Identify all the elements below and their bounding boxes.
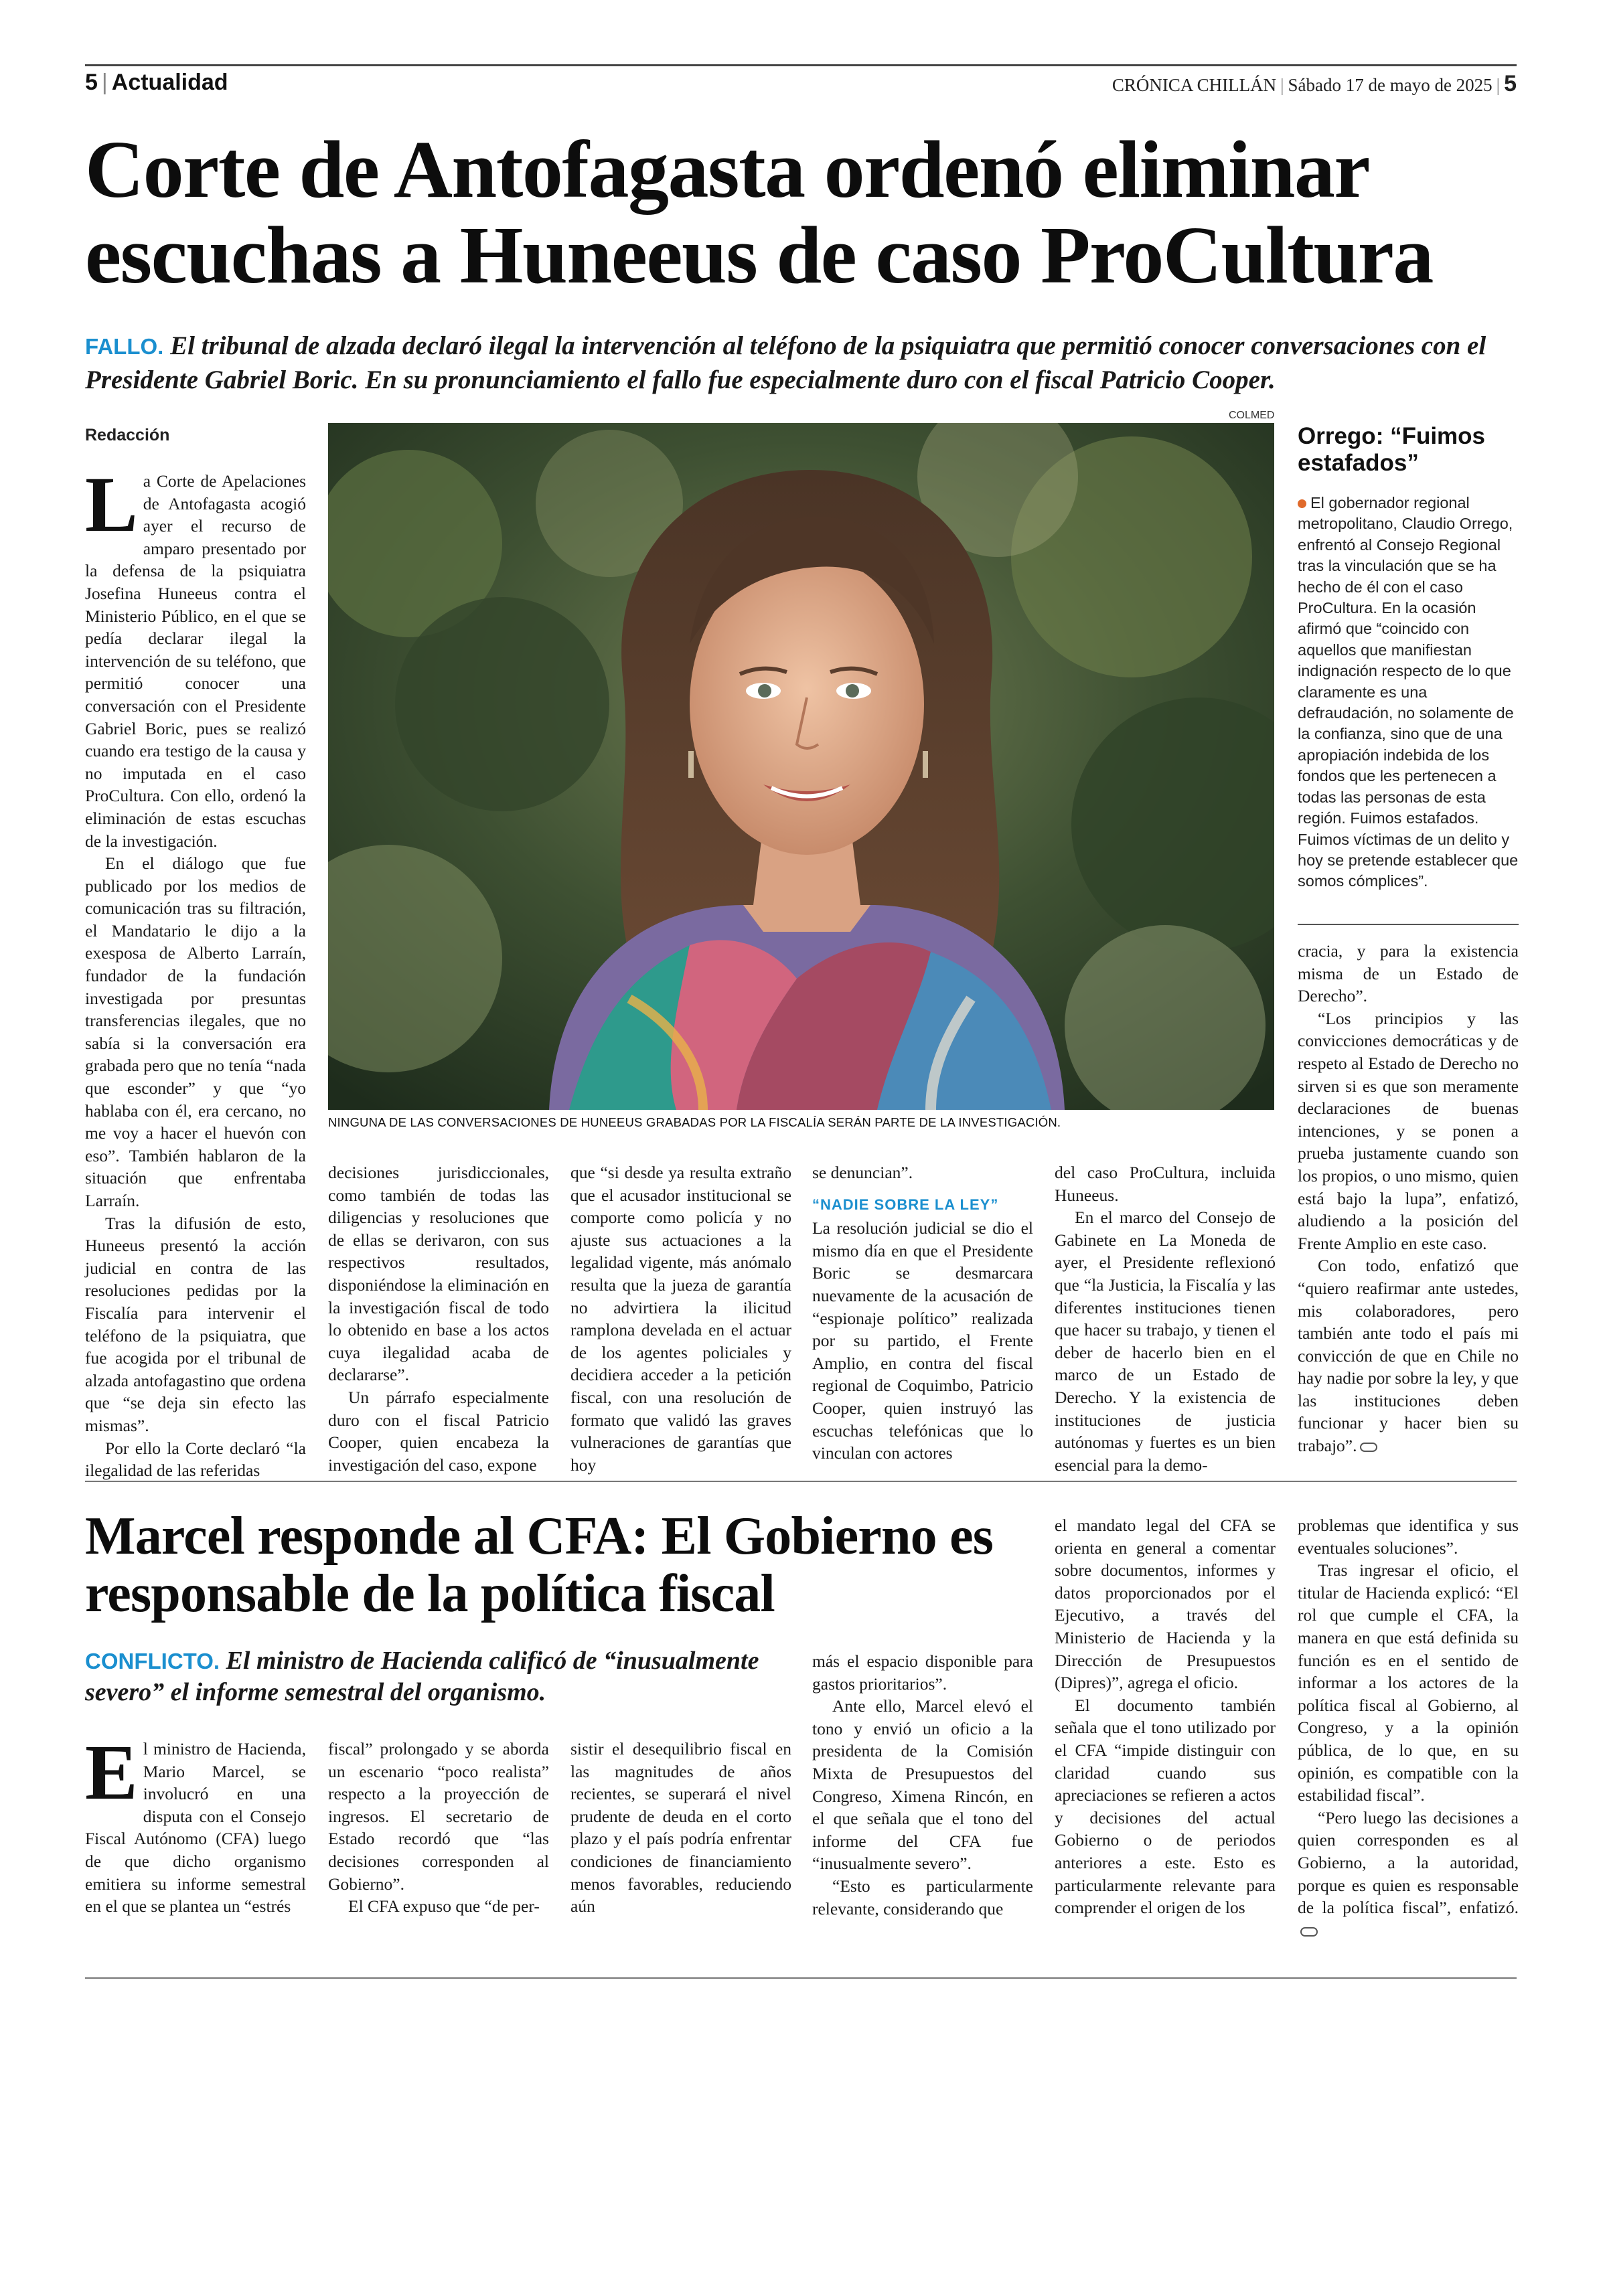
article2-lead-text: El ministro de Hacienda calificó de “inusualmente severo” el informe semestral del organismo. bbox=[85, 1647, 759, 1706]
article2-column-2 bbox=[328, 1738, 549, 1918]
article1-paragraph: “Los principios y las convicciones democráticas y de respeto al Estado de Derecho no sirven si es que son meramente declaraciones de buenas intenciones, y se ponen a prueba justamente cuando son los propios, o uno mismo, quien está bajo la lupa”, enfatizó, aludiendo a la posición del Frente Amplio en este caso. bbox=[1298, 1008, 1519, 1253]
article1-column-6 bbox=[1298, 940, 1519, 1457]
article-divider bbox=[85, 1481, 1517, 1482]
article1-paragraph: decisiones jurisdiccionales, como también de todas las diligencias y resoluciones que de ellas se derivaron, con sus respectivos resultados, disponiéndose la eliminación en la investigación fiscal de todo lo obtenido en base a los actos cuya ilegalidad acaba de declararse”. bbox=[328, 1163, 549, 1385]
sidebar-title: Orrego: “Fuimos estafados” bbox=[1298, 423, 1486, 476]
article2-column-4 bbox=[812, 1650, 1033, 1920]
article1-paragraph: La resolución judicial se dio el mismo día en que el Presidente Boric se desmarcara nuevamente de la acusación de “espionaje político” realizada por su partido, el Frente Amplio, en contra del fiscal regional de Coquimbo, Patricio Cooper, quien instruyó las escuchas telefónicas que lo vinculan con actores bbox=[812, 1218, 1033, 1463]
article2-paragraph: “Esto es particularmente relevante, considerando que bbox=[812, 1876, 1033, 1918]
bottom-rule bbox=[85, 1977, 1517, 1979]
article1-paragraph: que “si desde ya resulta extraño que el acusador institucional se comporte como policía y no ajuste sus actuaciones a la legalidad vigente, más anómalo resulta que la jueza de garantía no advirtiera la ilicitud ramplona develada en el actuar de los agentes policiales y decidiera acceder a la petición fiscal, con una resolución de formato que validó las graves vulneraciones de garantías que hoy bbox=[570, 1163, 791, 1475]
article2-column-5 bbox=[1055, 1514, 1276, 1919]
page-number-left: 5 bbox=[85, 70, 98, 95]
article1-column-2 bbox=[328, 1161, 549, 1476]
header-separator: | bbox=[1496, 75, 1501, 95]
section-name: Actualidad bbox=[111, 70, 228, 95]
article1-column-4 bbox=[812, 1161, 1033, 1465]
article1-paragraph: cracia, y para la existencia misma de un Estado de Derecho”. bbox=[1298, 941, 1519, 1006]
article1-photo bbox=[328, 423, 1274, 1110]
article2-paragraph: El CFA expuso que “de per- bbox=[348, 1896, 540, 1916]
article1-paragraph: En el diálogo que fue publicado por los medios de comunicación tras su filtración, el Mandatario le dijo a la exesposa de Alberto Larraín, fundador de la fundación investigada por presuntas transferencias ilegales, que no sabía si la conversación era grabada pero que no tenía “nada que esconder” y que “yo hablaba con él, era cercano, no me voy a hacer el huevón con eso”. También hablaron de la situación que enfrentaba Larraín. bbox=[85, 853, 306, 1210]
end-mark-icon bbox=[1300, 1927, 1318, 1937]
article1-column-1 bbox=[85, 461, 306, 1482]
article1-paragraph: Por ello la Corte declaró “la ilegalidad de las referidas bbox=[85, 1438, 306, 1481]
page-number-right: 5 bbox=[1504, 71, 1517, 96]
article2-paragraph bbox=[85, 1728, 306, 1918]
newspaper-name: CRÓNICA CHILLÁN bbox=[1112, 75, 1277, 95]
issue-date: Sábado 17 de mayo de 2025 bbox=[1288, 75, 1493, 95]
paragraph-text: Con todo, enfatizó que “quiero reafirmar ante ustedes, mis colaboradores, pero también ante todo el país mi convicción de que en Chile no hay nadie por sobre la ley, y que las instituciones deben funcionar y hacer bien su trabajo”. bbox=[1298, 1256, 1519, 1456]
top-rule bbox=[85, 64, 1517, 66]
article1-subhead: “NADIE SOBRE LA LEY” bbox=[812, 1196, 999, 1213]
sidebar-rule bbox=[1298, 924, 1519, 925]
article2-kicker: CONFLICTO. bbox=[85, 1649, 220, 1673]
article2-paragraph: El documento también señala que el tono utilizado por el CFA “impide distinguir con claridad cuando sus apreciaciones se refieren a actos y decisiones del actual Gobierno o de periodos anteriores a este. Esto es particularmente relevante para comprender el origen de los bbox=[1055, 1695, 1276, 1918]
header-separator: | bbox=[1280, 75, 1284, 95]
article1-paragraph bbox=[1298, 1254, 1519, 1457]
article1-column-3 bbox=[570, 1161, 791, 1476]
article2-dropcap: E bbox=[85, 1728, 138, 1816]
article1-paragraph: del caso ProCultura, incluida Huneeus. bbox=[1055, 1163, 1276, 1205]
portrait-illustration bbox=[328, 423, 1274, 1110]
sidebar-text: El gobernador regional metropolitano, Claudio Orrego, enfrentó al Consejo Regional tras la vinculación que se ha hecho de él con el caso ProCultura. En la ocasión afirmó que “coincido con aquellos que manifiestan indignación respecto de lo que claramente es una defraudación, no solamente de la confianza, sino que de una apropiación indebida de los fondos que les pertenecen a todas las personas de esta región. Fuimos estafados. Fuimos víctimas de un delito y hoy se pretende establecer que somos cómplices”. bbox=[1298, 494, 1519, 890]
article1-lead bbox=[85, 329, 1518, 397]
page-section-header bbox=[85, 70, 228, 96]
article2-paragraph bbox=[1298, 1807, 1519, 1942]
article1-headline: Corte de Antofagasta ordenó eliminar escuchas a Huneeus de caso ProCultura bbox=[85, 125, 1433, 301]
article1-dropcap: L bbox=[85, 461, 138, 548]
article1-column-5 bbox=[1055, 1161, 1276, 1476]
paragraph-text: “Pero luego las decisiones a quien corresponden es al Gobierno, a la autoridad, porque es quien es responsable de la política fiscal”, enfatizó. bbox=[1298, 1807, 1519, 1918]
header-separator: | bbox=[101, 70, 108, 95]
article2-paragraph: fiscal” prolongado y se aborda un escenario “poco realista” respecto a la proyección de ingresos. El secretario de Estado recordó que “las decisiones corresponden al Gobierno”. bbox=[328, 1739, 549, 1894]
article2-paragraph: Tras ingresar el oficio, el titular de Hacienda explicó: “El rol que cumple el CFA, la manera en que está definida su función es en el sentido de informar a los actores de la política fiscal al Gobierno, al Congreso, y a la opinión pública, de lo que, en su opinión, es compatible con la estabilidad fiscal”. bbox=[1298, 1560, 1519, 1805]
article2-lead bbox=[85, 1645, 795, 1708]
photo-credit: COLMED bbox=[1229, 410, 1275, 421]
article2-headline: Marcel responde al CFA: El Gobierno es responsable de la política fiscal bbox=[85, 1507, 994, 1623]
article1-paragraph: Tras la difusión de esto, Huneeus presentó la acción judicial en contra de las resoluciones pedidas por la Fiscalía para intervenir el teléfono de la psiquiatra, que fue acogida por el tribunal de alzada antofagastino que ordena que “se deja sin efecto las mismas”. bbox=[85, 1213, 306, 1435]
article1-byline: Redacción bbox=[85, 426, 170, 444]
article1-lead-text: El tribunal de alzada declaró ilegal la intervención al teléfono de la psiquiatra que permitió conocer conversaciones con el Presidente Gabriel Boric. En su pronunciamiento el fallo fue especialmente duro con el fiscal Patricio Cooper. bbox=[85, 331, 1486, 394]
end-mark-icon bbox=[1360, 1443, 1377, 1452]
article2-paragraph: problemas que identifica y sus eventuales soluciones”. bbox=[1298, 1515, 1519, 1558]
article1-paragraph bbox=[85, 461, 306, 852]
paragraph-text: l ministro de Hacienda, Mario Marcel, se involucró en una disputa con el Consejo Fiscal Autónomo (CFA) luego de que dicho organismo emitiera su informe semestral en el que se plantea un “estrés bbox=[85, 1739, 306, 1916]
article2-column-1 bbox=[85, 1728, 306, 1918]
article2-column-6 bbox=[1298, 1514, 1519, 1941]
article2-paragraph: más el espacio disponible para gastos prioritarios”. bbox=[812, 1651, 1033, 1694]
bullet-dot-icon bbox=[1298, 499, 1306, 508]
article1-kicker: FALLO. bbox=[85, 334, 164, 359]
article2-paragraph: sistir el desequilibrio fiscal en las magnitudes de años recientes, se superará el nivel prudente de deuda en el corto plazo y el país podría enfrentar condiciones de financiamiento menos favorables, reduciendo aún bbox=[570, 1739, 791, 1916]
article1-paragraph: En el marco del Consejo de Gabinete en La Moneda de ayer, el Presidente reflexionó que “la Justicia, la Fiscalía y las diferentes instituciones tienen que hacer su trabajo, y tienen el deber de hacerlo bien en el marco de un Estado de Derecho. Y la existencia de instituciones de justicia autónomas y fuertes es un bien esencial para la demo- bbox=[1055, 1208, 1276, 1475]
sidebar-box bbox=[1298, 493, 1519, 892]
photo-caption: NINGUNA DE LAS CONVERSACIONES DE HUNEEUS GRABADAS POR LA FISCALÍA SERÁN PARTE DE LA INVESTIGACIÓN. bbox=[328, 1115, 1061, 1129]
article1-paragraph: Un párrafo especialmente duro con el fiscal Patricio Cooper, quien encabeza la investigación del caso, expone bbox=[328, 1387, 549, 1475]
article2-paragraph: el mandato legal del CFA se orienta en general a comentar sobre documentos, informes y datos proporcionados por el Ejecutivo, a través del Ministerio de Hacienda y la Dirección de Presupuestos (Dipres)”, agrega el oficio. bbox=[1055, 1515, 1276, 1693]
article2-column-3 bbox=[570, 1738, 791, 1918]
newspaper-header bbox=[1112, 71, 1517, 97]
article2-paragraph: Ante ello, Marcel elevó el tono y envió un oficio a la presidenta de la Comisión Mixta de Presupuestos del Congreso, Ximena Rincón, en el que señala que el tono del informe del CFA fue “inusualmente severo”. bbox=[812, 1696, 1033, 1874]
article1-paragraph: se denuncian”. bbox=[812, 1163, 913, 1182]
paragraph-text: a Corte de Apelaciones de Antofagasta acogió ayer el recurso de amparo presentado por la defensa de la psiquiatra Josefina Huneeus contra el Ministerio Público, en el que se pedía declarar ilegal la intervención de su teléfono, que permitió conocer una conversación con el Presidente Gabriel Boric, pues se realizó cuando era testigo de la causa y no imputada en el caso ProCultura. Con ello, ordenó la eliminación de estas escuchas de la investigación. bbox=[85, 471, 306, 851]
